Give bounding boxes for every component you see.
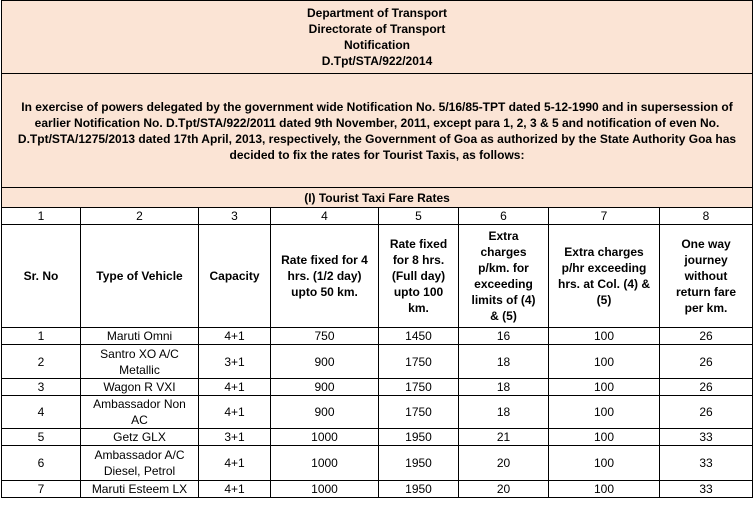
- section-title: (I) Tourist Taxi Fare Rates: [2, 188, 753, 208]
- vehicle-line: Metallic: [119, 362, 160, 377]
- column-header-extra-per-hr: [549, 225, 660, 328]
- vehicle-line: Maruti Esteem LX: [91, 482, 188, 496]
- vehicle-line: AC: [131, 413, 148, 427]
- column-number: 6: [459, 208, 549, 225]
- vehicle-line: Wagon R VXI: [103, 380, 176, 394]
- cell-vehicle: [81, 379, 199, 396]
- cell-extra-per-km: 20: [459, 481, 549, 498]
- cell-vehicle: [81, 446, 199, 481]
- column-header-vehicle-type: [81, 225, 199, 328]
- column-header-rate-4hrs: [271, 225, 379, 328]
- intro-line: decided to fix the rates for Tourist Taxis, as follows:: [229, 147, 525, 162]
- column-number: 2: [81, 208, 199, 225]
- intro-line: In exercise of powers delegated by the government wide Notification No. 5/16/85-TPT dated 5-12-1990 and in supersession of: [21, 99, 733, 114]
- cell-rate-4hrs: 900: [271, 345, 379, 379]
- cell-extra-per-km: 18: [459, 345, 549, 379]
- cell-extra-per-km: 16: [459, 328, 549, 345]
- document-page: [1, 0, 752, 509]
- header-line: Capacity: [209, 269, 260, 283]
- notification-header-row: [2, 1, 753, 74]
- cell-rate-8hrs: 1950: [379, 429, 459, 446]
- vehicle-line: Ambassador A/C: [94, 448, 185, 462]
- vehicle-line: Santro XO A/C: [100, 346, 179, 361]
- directorate-title: Directorate of Transport: [308, 22, 446, 36]
- header-line: Type of Vehicle: [96, 269, 183, 283]
- header-line: One way: [681, 237, 731, 251]
- cell-extra-per-hr: 100: [549, 379, 660, 396]
- cell-sr-no: 5: [2, 429, 81, 446]
- cell-one-way: 26: [660, 345, 753, 379]
- column-number: 8: [660, 208, 753, 225]
- cell-rate-4hrs: 1000: [271, 481, 379, 498]
- cell-extra-per-km: 21: [459, 429, 549, 446]
- cell-sr-no: 4: [2, 396, 81, 429]
- department-title: Department of Transport: [307, 6, 448, 20]
- cell-extra-per-hr: 100: [549, 429, 660, 446]
- header-line: without: [684, 269, 728, 283]
- cell-capacity: 3+1: [199, 345, 271, 379]
- cell-extra-per-km: 18: [459, 379, 549, 396]
- cell-sr-no: 6: [2, 446, 81, 481]
- table-row: [2, 481, 753, 498]
- column-number: 1: [2, 208, 81, 225]
- table-row: [2, 446, 753, 481]
- header-line: return fare: [675, 285, 737, 299]
- cell-vehicle: [81, 481, 199, 498]
- cell-capacity: 4+1: [199, 396, 271, 429]
- column-number: 7: [549, 208, 660, 225]
- column-number: 4: [271, 208, 379, 225]
- header-line: charges: [480, 245, 527, 259]
- cell-sr-no: 2: [2, 345, 81, 379]
- header-line: Sr. No: [23, 269, 59, 283]
- column-header-row: [2, 225, 753, 328]
- table-row: [2, 379, 753, 396]
- cell-rate-8hrs: 1750: [379, 396, 459, 429]
- column-header-capacity: [199, 225, 271, 328]
- cell-rate-8hrs: 1750: [379, 379, 459, 396]
- intro-paragraph: [2, 74, 753, 188]
- cell-vehicle: [81, 328, 199, 345]
- cell-sr-no: 3: [2, 379, 81, 396]
- header-line: per km.: [684, 301, 728, 315]
- header-line: upto 50 km.: [291, 285, 358, 299]
- cell-capacity: 4+1: [199, 481, 271, 498]
- header-line: for 8 hrs.: [392, 253, 445, 267]
- vehicle-line: Getz GLX: [113, 430, 166, 444]
- header-line: Extra: [488, 229, 519, 243]
- cell-rate-8hrs: 1950: [379, 481, 459, 498]
- notification-title: Notification: [344, 38, 410, 52]
- cell-sr-no: 7: [2, 481, 81, 498]
- header-line: exceeding: [474, 277, 533, 291]
- cell-extra-per-hr: 100: [549, 328, 660, 345]
- cell-rate-8hrs: 1450: [379, 328, 459, 345]
- cell-extra-per-hr: 100: [549, 446, 660, 481]
- notification-reference: D.Tpt/STA/922/2014: [321, 54, 433, 68]
- column-header-extra-per-km: [459, 225, 549, 328]
- cell-vehicle: [81, 429, 199, 446]
- cell-extra-per-hr: 100: [549, 396, 660, 429]
- cell-one-way: 26: [660, 396, 753, 429]
- column-number-row: [2, 208, 753, 225]
- cell-vehicle: [81, 345, 199, 379]
- cell-rate-8hrs: 1950: [379, 446, 459, 481]
- column-number: 5: [379, 208, 459, 225]
- header-line: upto 100: [393, 285, 444, 299]
- cell-one-way: 33: [660, 429, 753, 446]
- header-line: Rate fixed: [389, 237, 448, 251]
- header-line: km.: [408, 301, 429, 315]
- cell-extra-per-km: 20: [459, 446, 549, 481]
- cell-extra-per-hr: 100: [549, 481, 660, 498]
- header-line: hrs. (1/2 day): [287, 269, 362, 283]
- header-line: hrs. at Col. (4) &: [557, 277, 650, 291]
- table-row: [2, 396, 753, 429]
- vehicle-line: Maruti Omni: [106, 329, 173, 343]
- cell-rate-4hrs: 900: [271, 396, 379, 429]
- cell-rate-4hrs: 900: [271, 379, 379, 396]
- table-row: [2, 345, 753, 379]
- cell-rate-4hrs: 1000: [271, 446, 379, 481]
- cell-extra-per-hr: 100: [549, 345, 660, 379]
- cell-rate-4hrs: 750: [271, 328, 379, 345]
- header-line: & (5): [490, 309, 517, 323]
- cell-capacity: 4+1: [199, 328, 271, 345]
- vehicle-line: Diesel, Petrol: [103, 464, 176, 478]
- column-number: 3: [199, 208, 271, 225]
- header-line: Rate fixed for 4: [281, 253, 368, 267]
- table-row: [2, 429, 753, 446]
- cell-sr-no: 1: [2, 328, 81, 345]
- column-header-sr-no: [2, 225, 81, 328]
- intro-line: earlier Notification No. D.Tpt/STA/922/2011 dated 9th November, 2011, except para 1, 2, 3 & 5 and notification of even No.: [34, 115, 720, 130]
- header-line: journey: [684, 253, 728, 267]
- header-line: (5): [596, 293, 612, 307]
- column-header-one-way: [660, 225, 753, 328]
- section-title-row: [2, 188, 753, 208]
- cell-capacity: 4+1: [199, 446, 271, 481]
- vehicle-line: Ambassador Non: [93, 397, 186, 411]
- cell-rate-8hrs: 1750: [379, 345, 459, 379]
- header-line: Extra charges: [564, 245, 644, 259]
- table-row: [2, 328, 753, 345]
- header-line: p/km. for: [478, 261, 529, 275]
- tourist-taxi-fare-table: [1, 0, 753, 498]
- cell-rate-4hrs: 1000: [271, 429, 379, 446]
- cell-vehicle: [81, 396, 199, 429]
- cell-one-way: 26: [660, 328, 753, 345]
- cell-capacity: 4+1: [199, 379, 271, 396]
- header-line: (Full day): [391, 269, 446, 283]
- notification-header: [2, 1, 753, 74]
- intro-row: [2, 74, 753, 188]
- cell-extra-per-km: 18: [459, 396, 549, 429]
- cell-one-way: 26: [660, 379, 753, 396]
- column-header-rate-8hrs: [379, 225, 459, 328]
- cell-capacity: 3+1: [199, 429, 271, 446]
- cell-one-way: 33: [660, 481, 753, 498]
- intro-line: D.Tpt/STA/1275/2013 dated 17th April, 2013, respectively, the Government of Goa as authorized by the State Authority Goa has: [17, 131, 737, 146]
- header-line: limits of (4): [471, 293, 536, 307]
- header-line: p/hr exceeding: [561, 261, 647, 275]
- cell-one-way: 33: [660, 446, 753, 481]
